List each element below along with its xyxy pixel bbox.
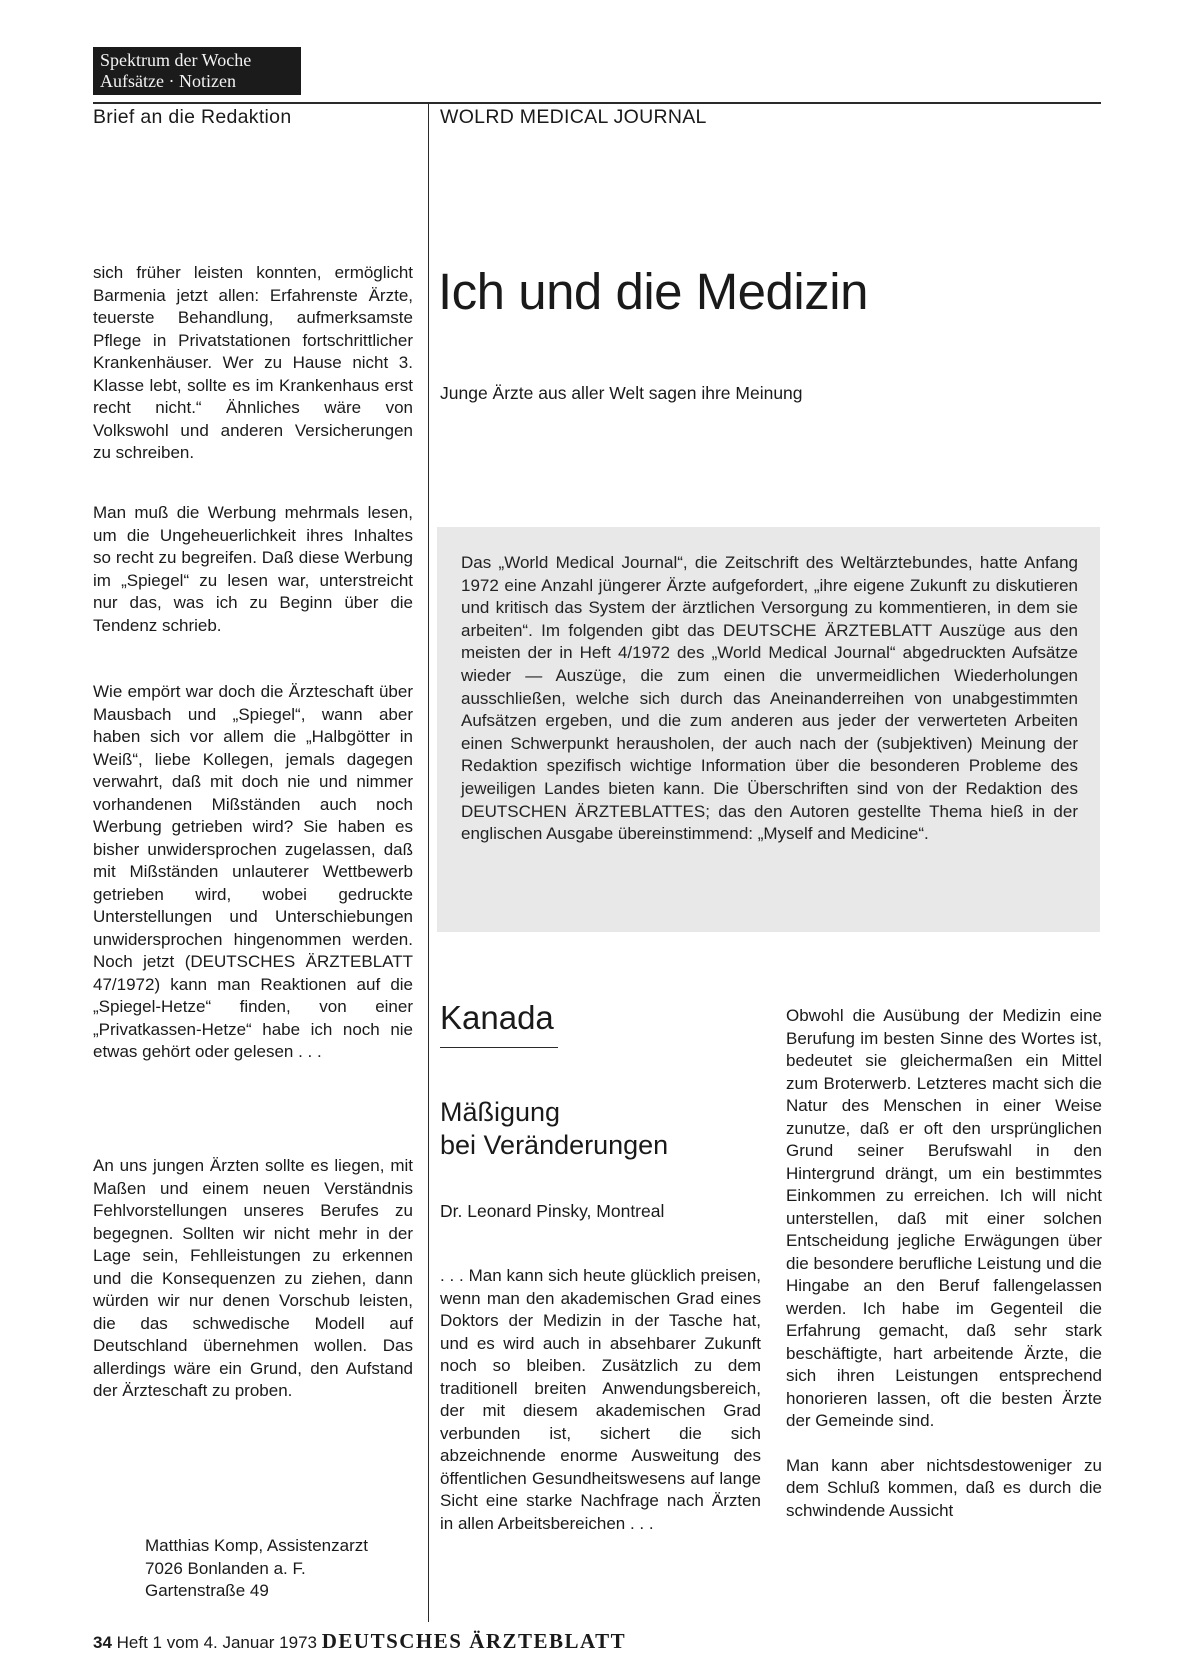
section-tag-line1: Spektrum der Woche — [100, 50, 252, 70]
signature-street: Gartenstraße 49 — [145, 1581, 269, 1600]
article-body-right — [786, 1005, 1102, 1522]
article-body-right-paragraph-1: Obwohl die Ausübung der Medizin eine Berufung im besten Sinne des Wortes ist, bedeutet sie gleichermaßen ein Mittel zum Broterwerb. Letzteres macht sich die Natur des Menschen in einer Weise zunutze, daß er oft den ursprünglichen Grund seiner Berufswahl in den Hintergrund drängt, um ein bestimmtes Einkommen zu erreichen. Ich will nicht unterstellen, daß mit einer solchen Entscheidung jegliche Erwägungen über die besondere berufliche Leistung und die Hingabe an den Beruf fallengelassen werden. Ich habe im Gegenteil die Erfahrung gemacht, daß sehr stark beschäftigte, hart arbeitende Ärzte, die sich ihren Leistungen entsprechend honorieren lassen, oft die besten Ärzte der Gemeinde sind. — [786, 1006, 1102, 1430]
article-intro-text: Das „World Medical Journal“, die Zeitschrift des Weltärztebundes, hatte Anfang 1972 eine Anzahl jüngerer Ärzte aufgefordert, „ihre eigene Zukunft zu diskutieren und kritisch das System der ärztlichen Versorgung zu kommentieren, in dem sie arbeiten“. Im folgenden gibt das DEUTSCHE ÄRZTEBLATT Auszüge aus den meisten der in Heft 4/1972 des „World Medical Journal“ abgedruckten Aufsätze wieder — Auszüge, die zum einen die unvermeidlichen Wiederholungen ausschließen, welche sich durch das Aneinanderreihen von unabgestimmten Aufsätzen ergeben, und die zum anderen aus jeder der verwerteten Arbeiten einen Schwerpunkt herausholen, der auch nach der (subjektiven) Meinung der Redaktion spezifisch wichtige Information über die besonderen Probleme des jeweiligen Landes bieten kann. Die Überschriften sind von der Redaktion des DEUTSCHEN ÄRZTEBLATTES; das den Autoren gestellte Thema hieß in der englischen Ausgabe übereinstimmend: „Myself and Medicine“. — [461, 553, 1078, 844]
publication-name: DEUTSCHES ÄRZTEBLATT — [321, 1629, 627, 1653]
letter-signature — [145, 1535, 368, 1603]
column-divider — [428, 102, 429, 1622]
signature-address: 7026 Bonlanden a. F. — [145, 1558, 306, 1578]
article-subtitle-line2: bei Veränderungen — [440, 1130, 669, 1160]
article-intro-box — [437, 527, 1100, 932]
article-headline: Ich und die Medizin — [438, 263, 868, 320]
letter-paragraph-3: Wie empört war doch die Ärzteschaft über Mausbach und „Spiegel“, wann aber haben sich vor allem die „Halbgötter in Weiß“, liebe Kollegen, jemals dagegen verwahrt, daß mit doch nie und nimmer vorhandenen Mißständen auch noch Werbung getrieben wird? Sie haben es bisher unwidersprochen zugelassen, daß mit Mißständen unlauterer Wettbewerb getrieben wird, wobei gedruckte Unterstellungen und Unterschiebungen unwidersprochen hingenommen werden. Noch jetzt (DEUTSCHES ÄRZTEBLATT 47/1972) kann man Reaktionen auf die „Spiegel-Hetze“ finden, von einer „Privatkassen-Hetze“ habe ich noch nie etwas gehört oder gelesen . . . — [93, 682, 413, 1061]
letter-paragraph-4: An uns jungen Ärzten sollte es liegen, mit Maßen und einem neuen Verständnis Fehlvorstellungen unseres Berufes zu begegnen. Sollten wir nicht mehr in der Lage sein, Fehlleistungen zu erkennen und die Konsequenzen zu ziehen, dann würden wir nur denen Vorschub leisten, die das schwedische Modell auf Deutschland übernehmen wollen. Das allerdings wäre ein Grund, den Aufstand der Ärzteschaft zu proben. — [93, 1156, 413, 1400]
article-subheadline: Junge Ärzte aus aller Welt sagen ihre Meinung — [440, 383, 803, 403]
article-body-middle — [440, 1265, 761, 1535]
page-footer — [93, 1629, 626, 1654]
letter-paragraph-1: sich früher leisten konnten, ermöglicht Barmenia jetzt allen: Erfahrenste Ärzte, teuerste Behandlung, aufmerksamste Pflege in Privatstationen fortschrittlicher Krankenhäuser. Wer zu Hause nicht 3. Klasse lebt, sollte es im Krankenhaus erst recht nicht.“ Ähnliches wäre von Volkswohl und anderen Versicherungen zu schreiben. — [93, 263, 413, 462]
left-header: Brief an die Redaktion — [93, 106, 292, 128]
page-number: 34 — [93, 1633, 112, 1652]
top-rule — [93, 102, 1101, 104]
right-header: WOLRD MEDICAL JOURNAL — [440, 106, 707, 128]
article-subtitle — [440, 1096, 668, 1162]
signature-name: Matthias Komp, Assistenzarzt — [145, 1536, 368, 1555]
article-body-middle-text: . . . Man kann sich heute glücklich preisen, wenn man den akademischen Grad eines Doktors der Medizin in der Tasche hat, und es wird auch in absehbarer Zukunft noch so bleiben. Zusätzlich zu dem traditionell breiten Anwendungsbereich, der mit diesem akademischen Grad verbunden ist, sichert die sich abzeichnende enorme Ausweitung des öffentlichen Gesundheitswesens auf lange Sicht eine starke Nachfrage nach Ärzten in allen Arbeitsbereichen . . . — [440, 1266, 761, 1533]
section-tag-line2: Aufsätze · Notizen — [100, 71, 236, 91]
article-author: Dr. Leonard Pinsky, Montreal — [440, 1201, 665, 1221]
article-subtitle-line1: Mäßigung — [440, 1097, 561, 1127]
section-tag — [93, 47, 301, 95]
country-heading-rule — [440, 1047, 558, 1048]
country-heading: Kanada — [440, 999, 554, 1036]
issue-info: Heft 1 vom 4. Januar 1973 — [116, 1633, 317, 1652]
letter-paragraph-2: Man muß die Werbung mehrmals lesen, um die Ungeheuerlichkeit ihres Inhaltes so recht zu begreifen. Daß diese Werbung im „Spiegel“ zu lesen war, unterstreicht nur das, was ich zu Beginn über die Tendenz schrieb. — [93, 503, 413, 635]
article-body-right-paragraph-2: Man kann aber nichtsdestoweniger zu dem Schluß kommen, daß es durch die schwindende Aussicht — [786, 1455, 1102, 1520]
